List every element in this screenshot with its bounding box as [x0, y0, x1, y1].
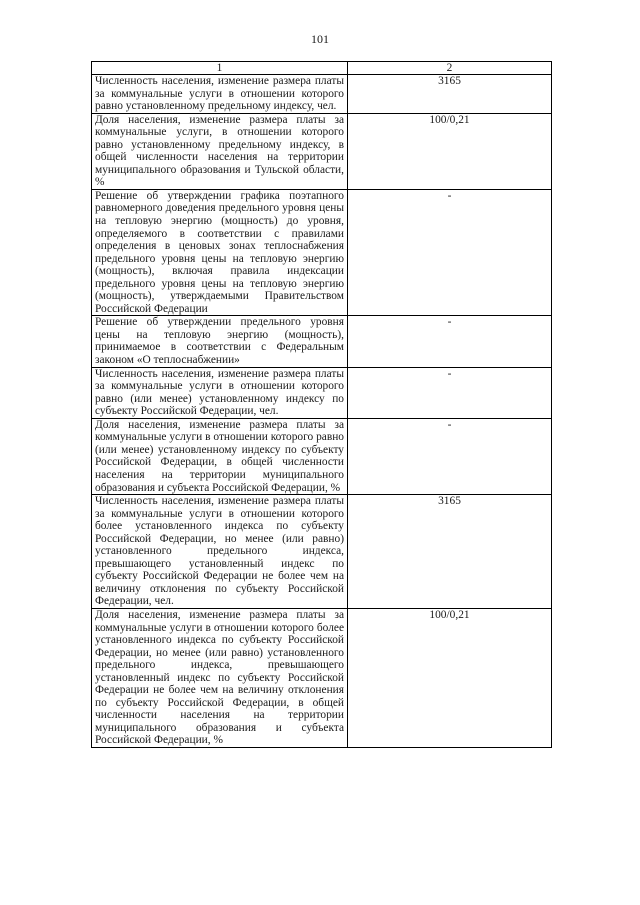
row-value: 3165: [348, 495, 552, 609]
column-header-2: 2: [348, 62, 552, 75]
row-value: -: [348, 189, 552, 315]
row-value: 100/0,21: [348, 113, 552, 189]
row-description: Решение об утверждении графика поэтапного равномерного доведения предельного уровня цены на тепловую энергию (мощность) до уровня, определяемого в соответствии с правилами определения в ценовых зонах теплоснабжения предельного уровня цены на тепловую энергию (мощность), включая правила индексации предельного уровня цены на тепловую энергию (мощность), утверждаемыми Правительством Российской Федерации: [92, 189, 348, 315]
header-row: [92, 62, 552, 75]
row-description: Доля населения, изменение размера платы за коммунальные услуги в отношении которого равно (или менее) установленному индексу по субъекту Российской Федерации, в общей численности населения на территории муниципального образования и субъекта Российской Федерации, %: [92, 418, 348, 494]
table-row: [92, 113, 552, 189]
row-description: Численность населения, изменение размера платы за коммунальные услуги в отношении которого равно (или менее) установленному индексу по субъекту Российской Федерации, чел.: [92, 367, 348, 418]
row-value: -: [348, 367, 552, 418]
column-header-1: 1: [92, 62, 348, 75]
row-value: 100/0,21: [348, 608, 552, 747]
page-number: 101: [311, 32, 329, 46]
table-row: [92, 75, 552, 114]
table-row: [92, 608, 552, 747]
table-row: [92, 418, 552, 494]
row-value: -: [348, 418, 552, 494]
row-description: Доля населения, изменение размера платы за коммунальные услуги, в отношении которого равно установленному предельному индексу, в общей численности населения на территории муниципального образования и Тульской области, %: [92, 113, 348, 189]
table-header: [92, 62, 552, 75]
indicator-table: [91, 61, 552, 748]
table-row: [92, 367, 552, 418]
table-row: [92, 316, 552, 367]
row-value: -: [348, 316, 552, 367]
table-row: [92, 189, 552, 315]
table-body: [92, 75, 552, 748]
row-value: 3165: [348, 75, 552, 114]
row-description: Численность населения, изменение размера платы за коммунальные услуги в отношении которого равно установленному предельному индексу, чел.: [92, 75, 348, 114]
row-description: Численность населения, изменение размера платы за коммунальные услуги в отношении которого более установленного индекса по субъекту Российской Федерации, но менее (или равно) установленного предельного индекса, превышающего установленный индекс по субъекту Российской Федерации не более чем на величину отклонения по субъекту Российской Федерации, чел.: [92, 495, 348, 609]
table-row: [92, 495, 552, 609]
row-description: Доля населения, изменение размера платы за коммунальные услуги в отношении которого более установленного индекса по субъекту Российской Федерации, но менее (или равно) установленного предельного индекса, превышающего установленный индекс по субъекту Российской Федерации не более чем на величину отклонения по субъекту Российской Федерации, в общей численности населения на территории муниципального образования и субъекта Российской Федерации, %: [92, 608, 348, 747]
row-description: Решение об утверждении предельного уровня цены на тепловую энергию (мощность), принимаемое в соответствии с Федеральным законом «О теплоснабжении»: [92, 316, 348, 367]
